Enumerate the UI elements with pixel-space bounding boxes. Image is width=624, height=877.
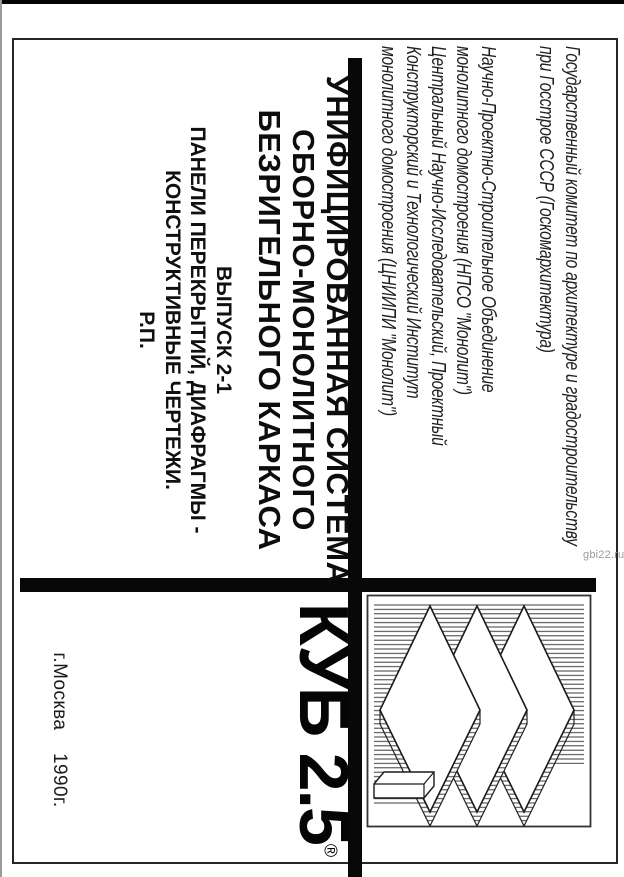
document-title bbox=[252, 60, 354, 600]
org-line: монолитного домостроения (НПСО "Монолит") bbox=[452, 46, 474, 395]
org-line: монолитного домостроения (ЦНИИПИ "Монолит") bbox=[377, 46, 399, 416]
title-line-3: БЕЗРИГЕЛЬНОГО КАРКАСА bbox=[252, 109, 287, 551]
watermark: gbi22.ru bbox=[583, 549, 624, 561]
org-line: при Госстрое СССР (Госкомархитектура) bbox=[535, 46, 557, 353]
issue-subtitle bbox=[134, 60, 236, 600]
title-line-2: СБОРНО-МОНОЛИТНОГО bbox=[286, 129, 321, 531]
kub-logo bbox=[366, 594, 592, 828]
kub-logo-icon bbox=[366, 594, 592, 828]
org-line: Государственный комитет по архитектуре и градостроительству bbox=[561, 46, 583, 546]
issue-line-1: ВЫПУСК 2-1 bbox=[212, 265, 235, 395]
brand-name-text: КУБ 2.5 bbox=[285, 602, 363, 844]
title-line-1: УНИФИЦИРОВАННАЯ СИСТЕМА bbox=[320, 75, 355, 585]
org-block-goskomarchitektura bbox=[533, 46, 585, 546]
org-line: Центральный Научно-Исследовательский, Проектный bbox=[427, 46, 449, 446]
issue-line-4: Р.П. bbox=[135, 311, 159, 349]
org-line: Научно-Проектно-Строительное Объединение bbox=[477, 46, 499, 393]
city-year: г.Москва 1990г. bbox=[49, 652, 70, 808]
org-block-cniipi-monolit bbox=[375, 46, 450, 446]
org-block-npso-monolit bbox=[450, 46, 500, 395]
brand-name bbox=[287, 594, 361, 866]
issue-line-3: КОНСТРУКТИВНЫЕ ЧЕРТЕЖИ. bbox=[161, 170, 184, 490]
scan-edge-left bbox=[0, 0, 2, 877]
org-line: Конструкторский и Технологический Институт bbox=[402, 46, 424, 399]
registered-trademark-icon: ® bbox=[320, 843, 341, 858]
issue-line-2: ПАНЕЛИ ПЕРЕКРЫТИЙ, ДИАФРАГМЫ - bbox=[186, 126, 210, 534]
scan-edge-top bbox=[0, 0, 624, 4]
